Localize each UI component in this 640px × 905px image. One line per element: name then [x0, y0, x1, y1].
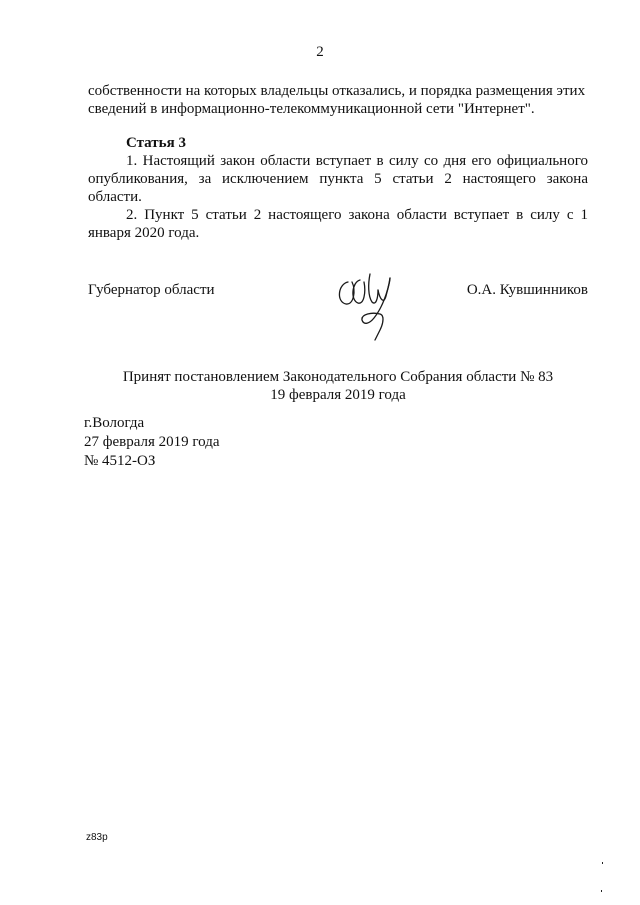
intro-line-1: собственности на которых владельцы отказались, и порядка размещения этих	[88, 83, 586, 99]
signing-date: 27 февраля 2019 года	[84, 434, 220, 450]
article-paragraph-1: 1. Настоящий закон области вступает в силу со дня его официального опубликования, за исключением пункта 5 статьи 2 настоящего закона области.	[88, 153, 588, 205]
footer-code: z83p	[86, 832, 108, 843]
signature-block	[88, 282, 588, 342]
scan-speck	[602, 862, 603, 864]
adoption-line-1: Принят постановлением Законодательного Собрания области № 83	[122, 369, 554, 385]
governor-name: О.А. Кувшинников	[466, 282, 588, 298]
adoption-note	[88, 368, 588, 404]
city: г.Вологда	[84, 415, 145, 431]
handwritten-signature	[334, 268, 402, 342]
law-number: № 4512-ОЗ	[84, 453, 156, 469]
article-paragraph-2: 2. Пункт 5 статьи 2 настоящего закона области вступает в силу с 1 января 2020 года.	[88, 207, 588, 241]
adoption-line-2: 19 февраля 2019 года	[270, 387, 406, 403]
intro-paragraph	[88, 82, 588, 118]
place-and-date	[84, 414, 220, 471]
intro-line-2: сведений в информационно-телекоммуникационной сети "Интернет".	[88, 101, 535, 117]
governor-position: Губернатор области	[88, 282, 215, 298]
article-title: Статья 3	[126, 135, 186, 151]
page-number: 2	[316, 44, 324, 60]
article-3	[88, 134, 588, 242]
scan-speck	[601, 890, 602, 892]
